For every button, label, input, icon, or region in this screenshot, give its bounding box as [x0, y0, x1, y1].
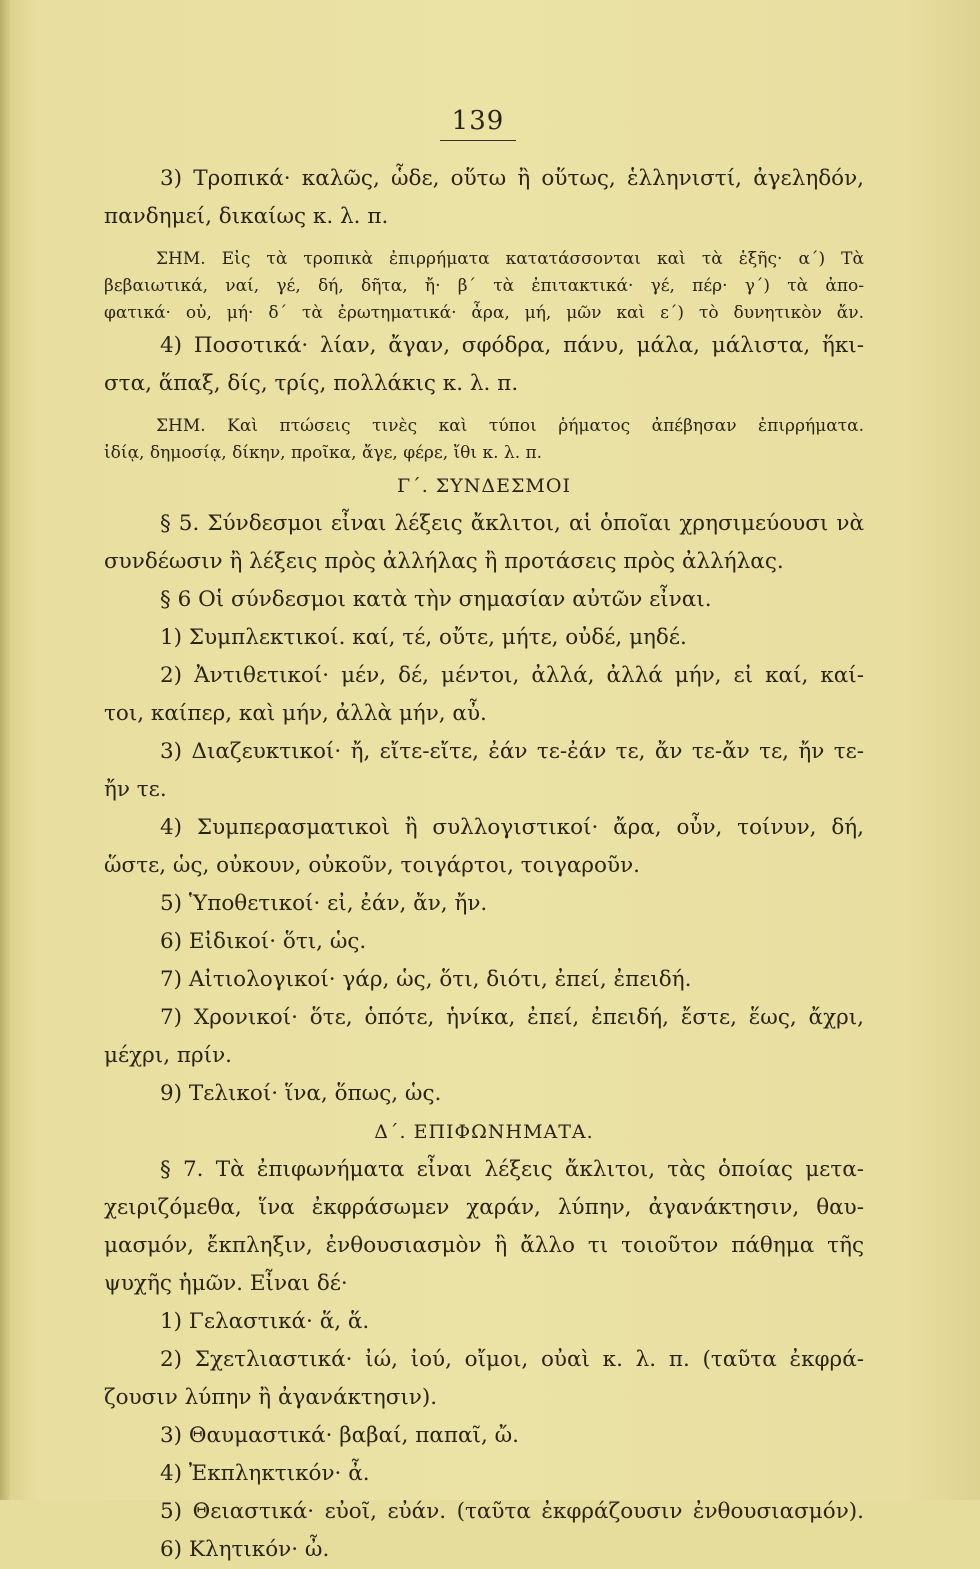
section-heading: Δ΄. ΕΠΙΦΩΝΗΜΑΤΑ. — [374, 1121, 594, 1143]
note-line: βεβαιωτικά, ναί, γέ, δή, δῆτα, ἤ· β΄ τὰ ἐπιτακτικά· γέ, πέρ· γ΄) τὰ ἀπο- — [104, 276, 864, 296]
list-item: 5) Θειαστικά· εὐοῖ, εὐάν. (ταῦτα ἐκφράζουσιν ἐνθουσιασμόν). — [160, 1499, 864, 1524]
list-item: 3) Διαζευκτικοί· ἤ, εἴτε-εἴτε, ἐάν τε-ἐάν τε, ἄν τε-ἄν τε, ἤν τε- — [160, 739, 864, 764]
text-line: ὥστε, ὡς, οὐκουν, οὐκοῦν, τοιγάρτοι, τοιγαροῦν. — [104, 853, 640, 878]
note-line: ΣΗΜ. Εἰς τὰ τροπικὰ ἐπιρρήματα κατατάσσονται καὶ τὰ ἑξῆς· α΄) Τὰ — [156, 249, 864, 269]
list-item: 6) Εἰδικοί· ὅτι, ὡς. — [160, 929, 367, 954]
page-body — [104, 160, 864, 1569]
text-line: πανδημεί, δικαίως κ. λ. π. — [104, 204, 389, 229]
page-spine-shadow — [0, 0, 10, 1500]
list-item: 3) Θαυμαστικά· βαβαί, παπαῖ, ὤ. — [160, 1423, 519, 1448]
text-line: μέχρι, πρίν. — [104, 1043, 232, 1068]
list-item: 2) Σχετλιαστικά· ἰώ, ἰού, οἴμοι, οὐαὶ κ. λ. π. (ταῦτα ἐκφρά- — [160, 1347, 864, 1372]
text-line: § 5. Σύνδεσμοι εἶναι λέξεις ἄκλιτοι, αἱ ὁποῖαι χρησιμεύουσι νὰ — [160, 511, 864, 536]
note-line: φατικά· οὐ, μή· δ΄ τὰ ἐρωτηματικά· ἆρα, μή, μῶν καὶ ε΄) τὸ δυνητικὸν ἄν. — [104, 303, 864, 323]
list-item: 4) Συμπερασματικοὶ ἢ συλλογιστικοί· ἄρα, οὖν, τοίνυν, δή, — [160, 815, 864, 840]
text-line: § 7. Τὰ ἐπιφωνήματα εἶναι λέξεις ἄκλιτοι, τὰς ὁποίας μετα- — [160, 1157, 864, 1182]
list-item: 7) Χρονικοί· ὅτε, ὁπότε, ἡνίκα, ἐπεί, ἐπειδή, ἔστε, ἕως, ἄχρι, — [160, 1005, 864, 1030]
list-item: 1) Συμπλεκτικοί. καί, τέ, οὔτε, μήτε, οὐδέ, μηδέ. — [160, 625, 687, 650]
text-line: ψυχῆς ἡμῶν. Εἶναι δέ· — [104, 1271, 348, 1296]
text-line: στα, ἅπαξ, δίς, τρίς, πολλάκις κ. λ. π. — [104, 371, 519, 396]
text-line: τοι, καίπερ, καὶ μήν, ἀλλὰ μήν, αὖ. — [104, 701, 487, 726]
text-line: συνδέωσιν ἢ λέξεις πρὸς ἀλλήλας ἢ προτάσεις πρὸς ἀλλήλας. — [104, 549, 784, 574]
text-line: 3) Τροπικά· καλῶς, ὧδε, οὕτω ἢ οὕτως, ἑλληνιστί, ἀγεληδόν, — [160, 166, 864, 191]
list-item: 1) Γελαστικά· ἅ, ἅ. — [160, 1309, 370, 1334]
text-line: ζουσιν λύπην ἢ ἀγανάκτησιν). — [104, 1385, 438, 1410]
text-line: § 6 Οἱ σύνδεσμοι κατὰ τὴν σημασίαν αὐτῶν εἶναι. — [160, 587, 712, 612]
page-header — [438, 106, 518, 141]
text-line: 4) Ποσοτικά· λίαν, ἄγαν, σφόδρα, πάνυ, μάλα, μάλιστα, ἥκι- — [160, 333, 864, 358]
section-heading: Γ΄. ΣΥΝΔΕΣΜΟΙ — [397, 475, 571, 497]
list-item: 2) Ἀντιθετικοί· μέν, δέ, μέντοι, ἀλλά, ἀλλά μήν, εἰ καί, καί- — [160, 663, 864, 688]
note-line: ΣΗΜ. Καὶ πτώσεις τινὲς καὶ τύποι ῥήματος ἀπέβησαν ἐπιρρήματα. — [156, 416, 864, 436]
page-number-rule — [440, 140, 516, 141]
list-item: 7) Αἰτιολογικοί· γάρ, ὡς, ὅτι, διότι, ἐπεί, ἐπειδή. — [160, 967, 692, 992]
page-number: 139 — [451, 106, 505, 136]
list-item: 6) Κλητικόν· ὦ. — [160, 1537, 330, 1562]
list-item: 9) Τελικοί· ἵνα, ὅπως, ὡς. — [160, 1081, 442, 1106]
list-item: 5) Ὑποθετικοί· εἰ, ἐάν, ἄν, ἤν. — [160, 891, 488, 916]
text-line: ἤν τε. — [104, 777, 167, 802]
text-line: χειριζόμεθα, ἵνα ἐκφράσωμεν χαράν, λύπην, ἀγανάκτησιν, θαυ- — [104, 1195, 864, 1220]
text-line: μασμόν, ἔκπληξιν, ἐνθουσιασμὸν ἢ ἄλλο τι τοιοῦτον πάθημα τῆς — [104, 1233, 864, 1258]
list-item: 4) Ἐκπληκτικόν· ἆ. — [160, 1461, 370, 1486]
note-line: ἰδίᾳ, δημοσίᾳ, δίκην, προῖκα, ἄγε, φέρε, ἴθι κ. λ. π. — [104, 443, 543, 463]
